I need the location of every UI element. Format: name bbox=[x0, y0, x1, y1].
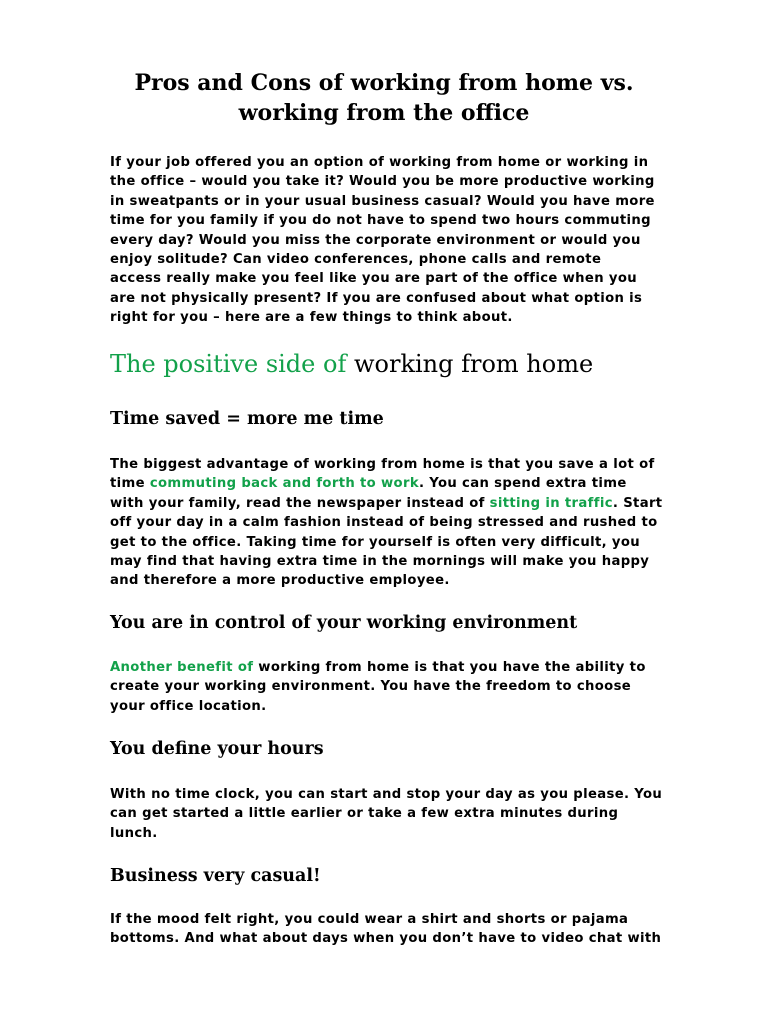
text-run: time bbox=[110, 476, 150, 492]
time-saved-paragraph bbox=[110, 455, 720, 591]
paragraph-line: off your day in a calm fashion instead of being stressed and rushed to bbox=[110, 515, 658, 531]
another-benefit-link[interactable]: Another benefit of bbox=[110, 660, 254, 675]
text-run: working from home is that you have the ability to bbox=[253, 660, 646, 675]
paragraph-line: create your working environment. You have the freedom to choose bbox=[110, 679, 632, 695]
positive-heading-black-part: working from home bbox=[353, 350, 594, 378]
control-paragraph bbox=[110, 658, 720, 716]
positive-side-heading bbox=[110, 344, 593, 384]
commuting-link[interactable]: commuting back and forth to work bbox=[149, 476, 419, 492]
intro-line: in sweatpants or in your usual business casual? Would you have more bbox=[110, 193, 655, 209]
intro-line: right for you – here are a few things to think about. bbox=[110, 310, 513, 326]
text-run: . Start bbox=[612, 495, 663, 511]
heading-control-environment: You are in control of your working environment bbox=[110, 613, 578, 633]
paragraph-line bbox=[110, 658, 720, 677]
intro-line: the office – would you take it? Would you be more productive working bbox=[110, 174, 655, 190]
text-run: . You can spend extra time bbox=[418, 476, 627, 492]
intro-line: If your job offered you an option of working from home or working in bbox=[110, 155, 649, 170]
paragraph-line: lunch. bbox=[110, 825, 158, 841]
intro-line: time for you family if you do not have to spend two hours commuting bbox=[110, 213, 651, 229]
title-line-2: working from the office bbox=[238, 100, 530, 126]
paragraph-line bbox=[110, 474, 720, 493]
positive-heading-green-part: The positive side of bbox=[110, 350, 347, 378]
paragraph-line: If the mood felt right, you could wear a shirt and shorts or pajama bbox=[110, 912, 629, 927]
paragraph-line: may find that having extra time in the mornings will make you happy bbox=[110, 554, 650, 570]
paragraph-line: With no time clock, you can start and stop your day as you please. You bbox=[110, 787, 663, 802]
sitting-in-traffic-link[interactable]: sitting in traffic bbox=[489, 495, 613, 511]
heading-define-hours: You define your hours bbox=[110, 739, 324, 759]
paragraph-line: and therefore a more productive employee. bbox=[110, 573, 450, 589]
paragraph-line: get to the office. Taking time for yourself is often very difficult, you bbox=[110, 534, 641, 550]
paragraph-line: bottoms. And what about days when you don’t have to video chat with bbox=[110, 931, 662, 947]
paragraph-line: your office location. bbox=[110, 698, 267, 714]
intro-line: are not physically present? If you are confused about what option is bbox=[110, 290, 643, 306]
paragraph-line: can get started a little earlier or take a few extra minutes during bbox=[110, 806, 619, 822]
heading-business-casual: Business very casual! bbox=[110, 866, 321, 886]
paragraph-line: The biggest advantage of working from home is that you save a lot of bbox=[110, 457, 655, 472]
title-line-1: Pros and Cons of working from home vs. bbox=[134, 70, 634, 96]
heading-time-saved: Time saved = more me time bbox=[110, 409, 384, 429]
hours-paragraph bbox=[110, 785, 720, 843]
intro-line: access really make you feel like you are part of the office when you bbox=[110, 271, 637, 287]
casual-paragraph bbox=[110, 910, 720, 949]
intro-line: enjoy solitude? Can video conferences, phone calls and remote bbox=[110, 252, 602, 268]
text-run: with your family, read the newspaper instead of bbox=[110, 495, 490, 511]
intro-paragraph bbox=[110, 153, 720, 328]
document-title bbox=[60, 68, 708, 128]
intro-line: every day? Would you miss the corporate environment or would you bbox=[110, 232, 641, 248]
paragraph-line bbox=[110, 494, 720, 513]
